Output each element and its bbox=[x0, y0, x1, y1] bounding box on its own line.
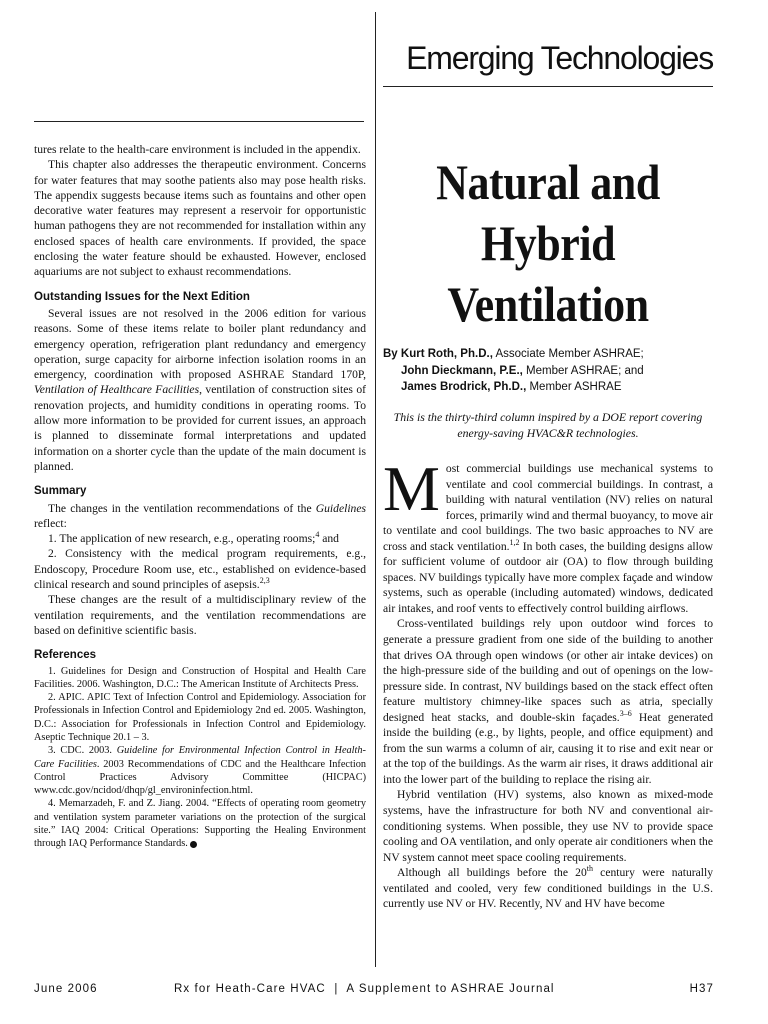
left-para-1: tures relate to the health-care environment is included in the appendix. bbox=[34, 143, 361, 156]
left-para-2: This chapter also addresses the therapeutic environment. Concerns for water features that may soothe patients also may pose health risks. The appendix suggests because items such as fountains and other open decorative water features may represent a reservoir for opportunistic human pathogens they are not recommended for installation within any enclosed spaces of health care environments. If provided, the space enclosing the water feature should be exhausted. However, enclosed aquariums are not subject to exhaust recommendations. bbox=[34, 158, 366, 279]
article-para-1: Most commercial buildings use mechanical systems to ventilate and cool commercial buildings. In contrast, a building with natural ventilation (NV) relies on natural forces, primarily wind and thermal buoyancy, to move air to ventilate and cool buildings. The two basic approaches to NV are cross and stack ventilation.$^{1,2}$ In both cases, the building designs allow for sufficient volume of outdoor air (OA) to flow through building spaces. NV buildings typically have more complex façade and window systems, such as operable (including automated) windows, dedicated air intakes, and roof vents to effectively control building airflows. bbox=[383, 453, 714, 615]
title-line-2: Hybrid bbox=[480, 215, 616, 271]
article-body bbox=[383, 453, 714, 912]
outstanding-issues-para: Several issues are not resolved in the 2006 edition for various reasons. Some of these items relate to boiler plant redundancy and emergency operation, refrigeration plant redundancy and emergency operation, surge capacity for airborne infection isolation rooms in an emergency, coordination with proposed ASHRAE Standard 170P, Ventilation of Healthcare Facilities, ventilation of construction sites of renovation projects, and humidity conditions in operating rooms. To allow more information to be provided for current issues, an approach is planned to disseminate formal interpretations and updated information on a shorter cycle than the update of the main document is planned. bbox=[34, 306, 366, 473]
footer-date: June 2006 bbox=[34, 983, 98, 995]
footer-publication: Rx for Heath-Care HVAC | A Supplement to ASHRAE Journal bbox=[174, 983, 555, 995]
references-list bbox=[34, 665, 366, 851]
article-para-3: Hybrid ventilation (HV) systems, also known as mixed-mode systems, have the infrastructure for both NV and conventional air-conditioning systems. When possible, they use NV to provide space cooling and OA ventilation, and only operate air conditioners when the NV system cannot meet space cooling requirements. bbox=[383, 788, 713, 864]
summary-intro: The changes in the ventilation recommendations of the Guidelines reflect: bbox=[34, 501, 366, 530]
summary-item-1: 1. The application of new research, e.g., operating rooms;$^4$ and bbox=[48, 530, 339, 546]
article-title bbox=[403, 152, 693, 335]
end-mark-icon bbox=[190, 841, 197, 848]
left-column bbox=[34, 142, 366, 851]
section-header: Emerging Technologies bbox=[406, 40, 713, 76]
heading-summary: Summary bbox=[34, 485, 87, 498]
heading-references: References bbox=[34, 649, 97, 662]
title-line-3: Ventilation bbox=[447, 276, 649, 332]
article-para-4: Although all buildings before the 20th century were naturally ventilated and cooled, very few conditioned buildings in the U.S. currently use NV or HV. Recently, NV and HV have become bbox=[383, 864, 713, 911]
column-divider bbox=[375, 12, 376, 967]
byline-line-1: By Kurt Roth, Ph.D., Associate Member ASHRAE; bbox=[383, 348, 644, 360]
reference-4: 4. Memarzadeh, F. and Z. Jiang. 2004. “Effects of operating room geometry and ventilation system parameter variations on the protection of the surgical site.” IAQ 2004: Critical Operations: Supporting the Healing Environment through IAQ Performance Standards. bbox=[34, 798, 366, 850]
byline-line-3: James Brodrick, Ph.D., Member ASHRAE bbox=[401, 381, 622, 393]
reference-1: 1. Guidelines for Design and Construction of Hospital and Health Care Facilities. 2006. Washington, D.C.: The American Institute of Architects Press. bbox=[34, 665, 366, 690]
reference-3: 3. CDC. 2003. Guideline for Environmental Infection Control in Health-Care Facilities. 2003 Recommendations of CDC and the Healthcare Infection Control Practices Advisory Committee (HICPAC) www.cdc.gov/ncidod/dhqp/gl_environinfection.html. bbox=[34, 745, 366, 797]
byline bbox=[383, 346, 713, 396]
left-column-rule bbox=[34, 121, 364, 122]
reference-2: 2. APIC. APIC Text of Infection Control and Epidemiology. Association for Professionals in Infection Control and Epidemiology 2nd ed. 2005. Washington, D.C.: Association for Professionals in Infection Control and Epidemiology. Aseptic Technique 20.1 – 3. bbox=[34, 692, 366, 743]
heading-outstanding-issues: Outstanding Issues for the Next Edition bbox=[34, 290, 250, 303]
section-rule bbox=[383, 86, 713, 87]
drop-cap: M bbox=[383, 453, 440, 524]
summary-item-2: 2. Consistency with the medical program requirements, e.g., Endoscopy, Procedure Room use, etc., established on evidence-based clinical research and sound principles of asepsis.$^{2,3}$ bbox=[34, 547, 366, 592]
footer-page-number: H37 bbox=[689, 983, 714, 995]
article-deck: This is the thirty-third column inspired by a DOE report covering energy-saving HVAC&R technologies. bbox=[393, 410, 703, 440]
article-para-2: Cross-ventilated buildings rely upon outdoor wind forces to generate a pressure gradient from one side of the building to another that drives OA through open windows (or other air intake devices) on the high-pressure side of the building and out of openings on the low-pressure side. In contrast, NV buildings based on the stack effect often feature multistory chimney-like spaces such as atria, specially designed heat stacks, and double-skin façades.$^{3-6}$ Heat generated inside the building (e.g., by lights, people, and office equipment) and from the sun warms a column of air, causing it to rise and exit near or at the top of the buildings. As the warm air rises, it draws additional air into the lower part of the building to replace the rising air. bbox=[383, 617, 713, 786]
summary-close: These changes are the result of a multidisciplinary review of the ventilation requirements, and the ventilation recommendations are based on definitive scientific basis. bbox=[34, 593, 366, 637]
byline-line-2: John Dieckmann, P.E., Member ASHRAE; and bbox=[401, 364, 644, 377]
title-line-1: Natural and bbox=[436, 154, 660, 210]
